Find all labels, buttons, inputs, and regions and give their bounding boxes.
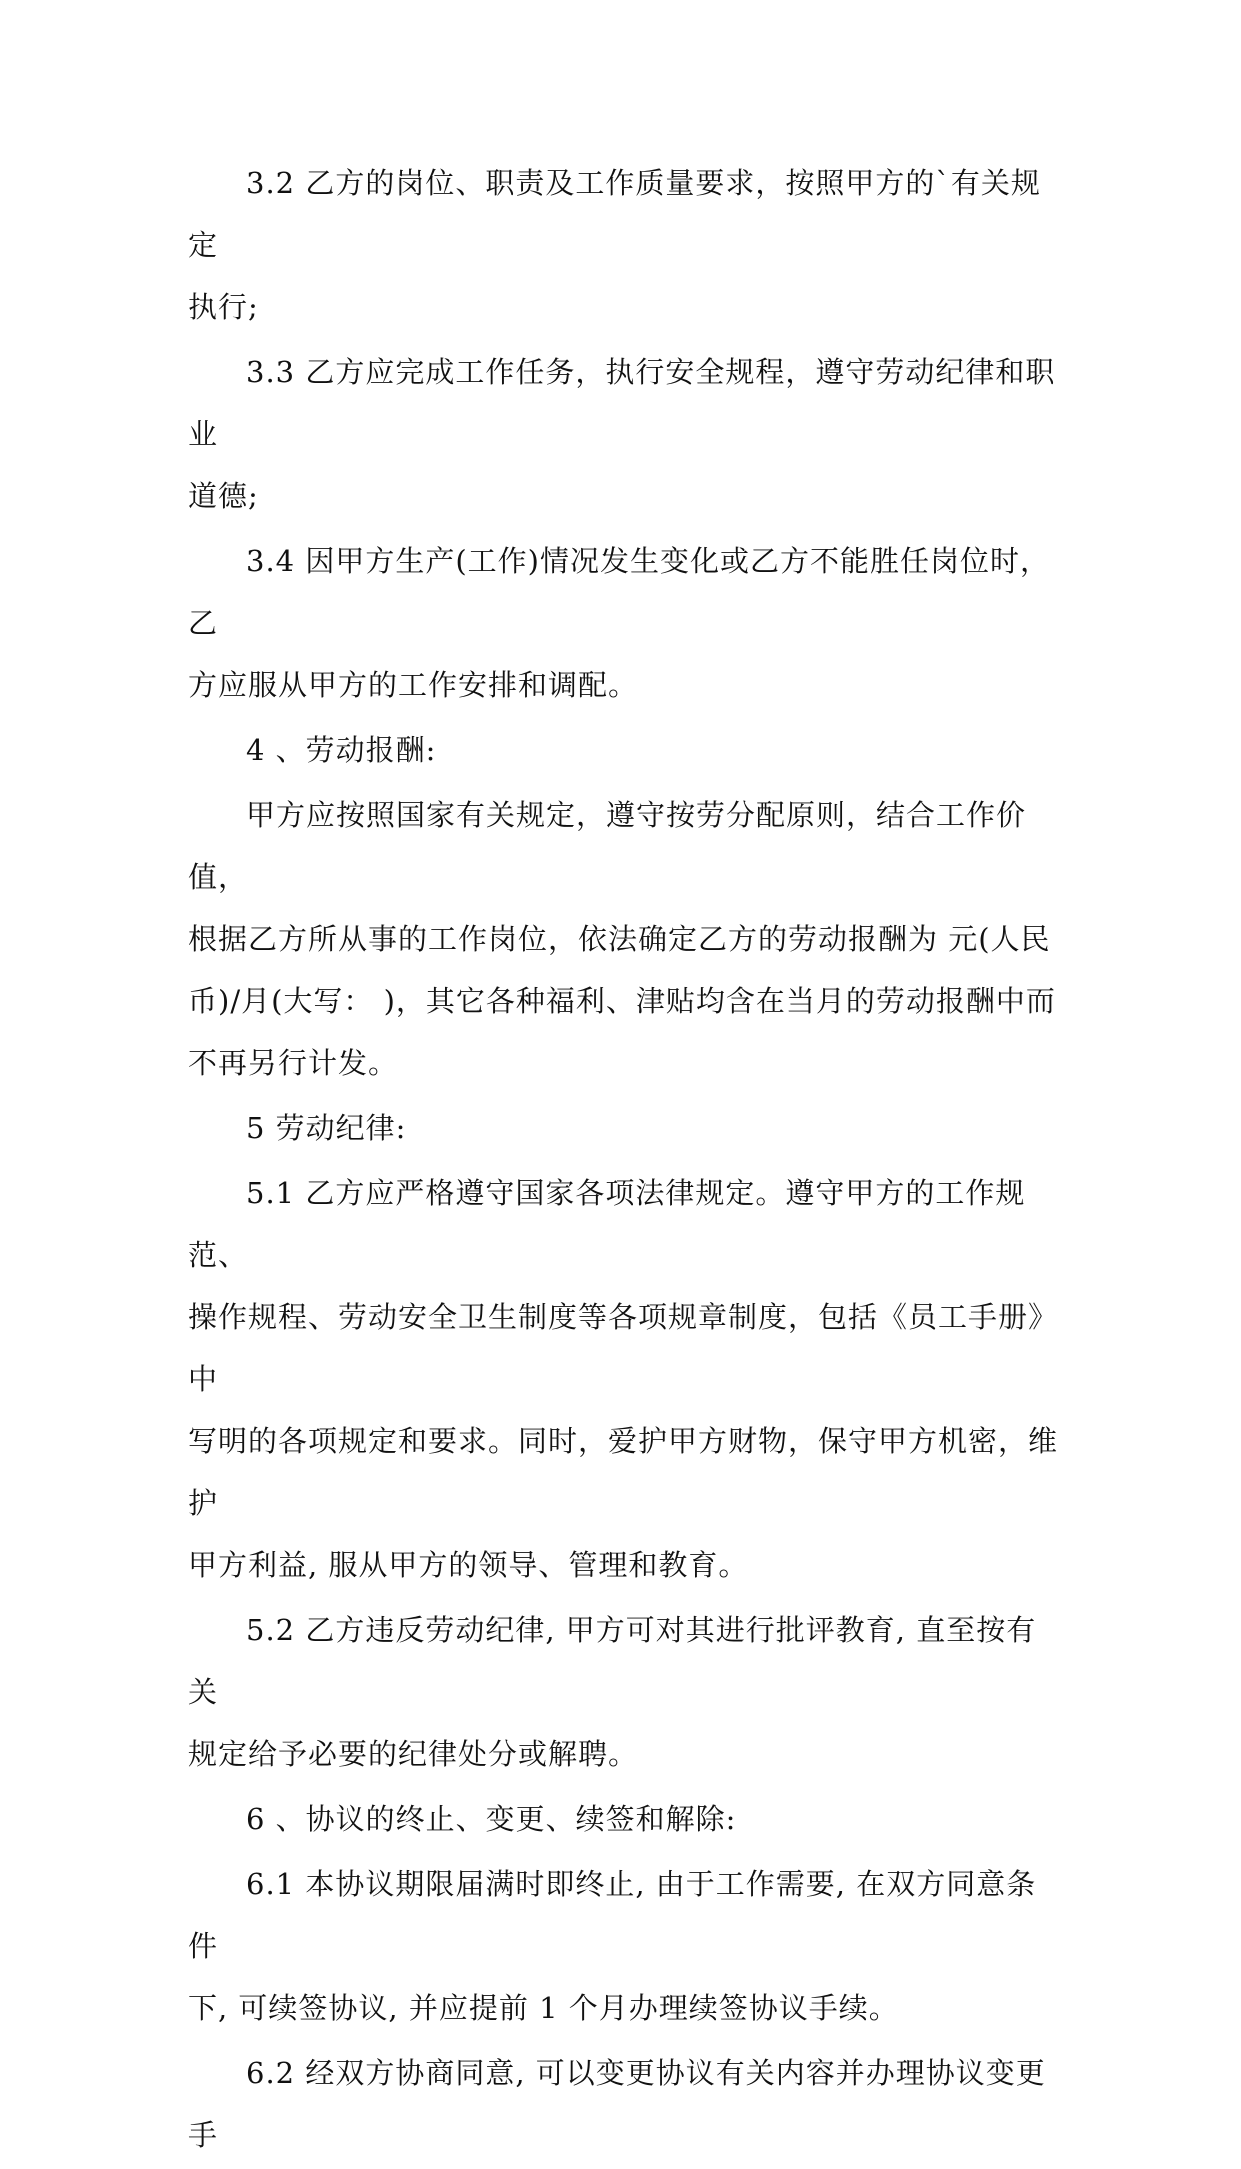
clause-6-1: 6.1 本协议期限届满时即终止, 由于工作需要, 在双方同意条件 下, 可续签协议, 并应提前 1 个月办理续签协议手续。 (188, 1867, 1037, 2025)
clause-3-2: 3.2 乙方的岗位、职责及工作质量要求，按照甲方的`有关规定 执行; (188, 166, 1041, 324)
section-4-body: 甲方应按照国家有关规定，遵守按劳分配原则，结合工作价值， 根据乙方所从事的工作岗位，依法确定乙方的劳动报酬为 元(人民 币)/月(大写： )，其它各种福利、津贴均含在当月的劳动报酬中而 不再另行计发。 (188, 798, 1056, 1080)
section-6-heading: 6 、协议的终止、变更、续签和解除: (246, 1802, 737, 1836)
document-body (188, 152, 1058, 2169)
clause-3-4: 3.4 因甲方生产(工作)情况发生变化或乙方不能胜任岗位时，乙 方应服从甲方的工作安排和调配。 (188, 544, 1050, 702)
section-4-heading: 4 、劳动报酬: (246, 733, 437, 767)
clause-5-1: 5.1 乙方应严格遵守国家各项法律规定。遵守甲方的工作规范、 操作规程、劳动安全卫生制度等各项规章制度，包括《员工手册》中 写明的各项规定和要求。同时，爱护甲方财物，保守甲方机密，维护 甲方利益, 服从甲方的领导、管理和教育。 (188, 1176, 1059, 1582)
clause-5-2: 5.2 乙方违反劳动纪律, 甲方可对其进行批评教育, 直至按有关 规定给予必要的纪律处分或解聘。 (188, 1613, 1037, 1771)
section-5-heading: 5 劳动纪律: (246, 1111, 407, 1145)
clause-6-2: 6.2 经双方协商同意, 可以变更协议有关内容并办理协议变更手 (188, 2056, 1046, 2152)
clause-3-3: 3.3 乙方应完成工作任务，执行安全规程，遵守劳动纪律和职业 道德; (188, 355, 1056, 513)
